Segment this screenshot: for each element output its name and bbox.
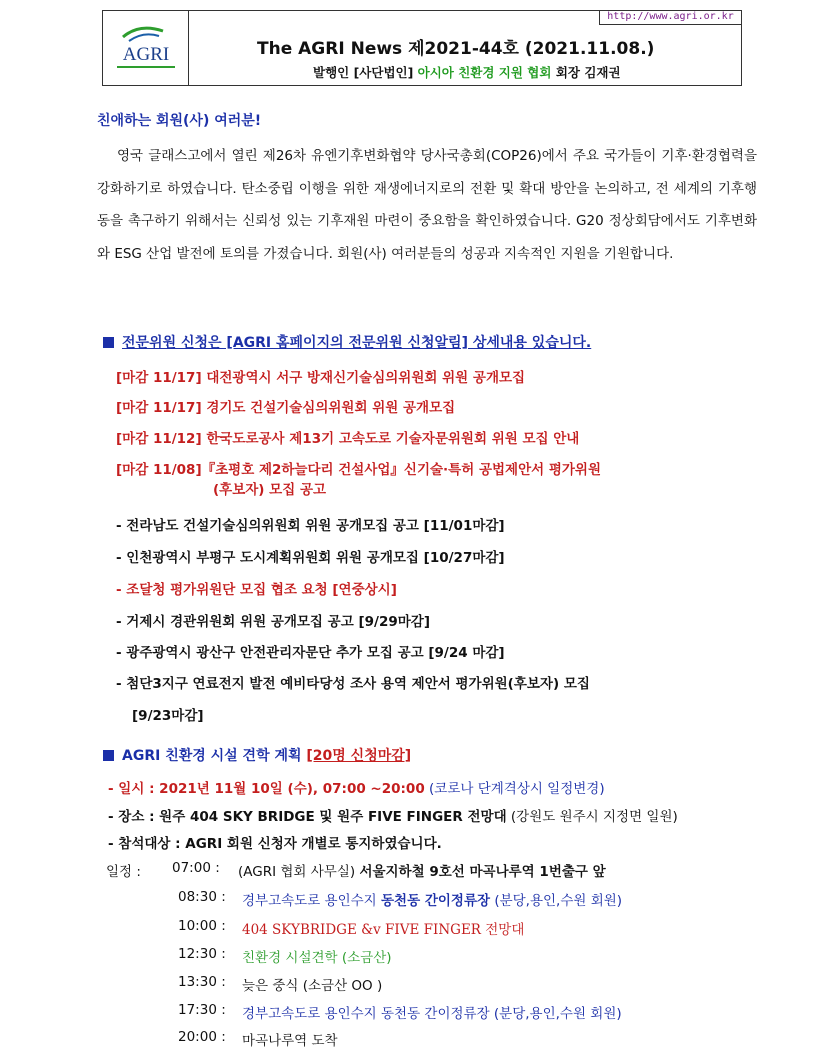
publisher-org: 아시아 친환경 지원 협회: [417, 65, 552, 80]
section1-title-text: 전문위원 신청은 [AGRI 홈페이지의 전문위원 신청알림] 상세내용 있습니다.: [122, 335, 592, 351]
intro-paragraph: [97, 140, 757, 270]
event-date-note: (코로나 단계격상시 일정변경): [424, 781, 605, 797]
agri-logo: [103, 11, 189, 85]
event-date: [108, 777, 605, 797]
greeting: 친애하는 회원(사) 여러분!: [97, 113, 262, 129]
list-item[interactable]: - 인천광역시 부평구 도시계획위원회 위원 공개모집 [10/27마감]: [116, 550, 505, 566]
deadline-notice[interactable]: [마감 11/17] 경기도 건설기술심의위원회 위원 공개모집: [116, 400, 456, 416]
deadline-notice[interactable]: [마감 11/17] 대전광역시 서구 방재신기술심의위원회 위원 공개모집: [116, 370, 526, 386]
square-bullet-icon: [103, 750, 114, 761]
event-attendee: - 참석대상 : AGRI 회원 신청자 개별로 통지하였습니다.: [108, 836, 442, 852]
schedule-item: 404 SKYBRIDGE &v FIVE FINGER 전망대: [242, 922, 525, 938]
schedule-time: 17:30 :: [178, 1002, 226, 1018]
schedule-text-bold: 동천동 간이정류장: [381, 893, 491, 909]
list-item[interactable]: - 거제시 경관위원회 위원 공개모집 공고 [9/29마감]: [116, 614, 430, 630]
schedule-time: 20:00 :: [178, 1029, 226, 1045]
list-item[interactable]: - 조달청 평가위원단 모집 협조 요청 [연중상시]: [116, 582, 397, 598]
schedule-item: 경부고속도로 용인수지 동천동 간이정류장 (분당,용인,수원 회원): [242, 1006, 622, 1022]
section2-title: [103, 745, 411, 765]
newsletter-header: [102, 10, 742, 86]
section2-deadline: [20명 신청마감]: [306, 748, 412, 764]
publisher-prefix: 발행인 [사단법인]: [313, 65, 418, 80]
schedule-time: 08:30 :: [178, 889, 226, 905]
schedule-time: 13:30 :: [178, 974, 226, 990]
deadline-notice[interactable]: [마감 11/08]『초평호 제2하늘다리 건설사업』신기술·특허 공법제안서 평가위원: [116, 462, 602, 478]
website-url[interactable]: http://www.agri.or.kr: [599, 10, 742, 25]
schedule-label: 일정 :: [106, 864, 141, 880]
event-place: [108, 805, 678, 825]
schedule-time: 07:00 :: [172, 860, 220, 876]
square-bullet-icon: [103, 337, 114, 348]
schedule-text-bold: 서울지하철 9호선 마곡나루역 1번출구 앞: [359, 864, 606, 880]
schedule-item: 마곡나루역 도착: [242, 1033, 338, 1049]
list-item[interactable]: - 전라남도 건설기술심의위원회 위원 공개모집 공고 [11/01마감]: [116, 518, 505, 534]
deadline-notice-continued: (후보자) 모집 공고: [213, 482, 327, 498]
event-date-label: - 일시 : 2021년 11월 10일 (수), 07:00 ~20:00: [108, 781, 425, 797]
publisher-suffix: 회장 김재권: [551, 65, 621, 80]
schedule-text: (분당,용인,수원 회원): [490, 893, 623, 909]
schedule-item: [242, 889, 622, 909]
agri-logo-icon: [103, 11, 189, 85]
schedule-time: 10:00 :: [178, 918, 226, 934]
schedule-item: [238, 860, 606, 880]
section1-title: [103, 332, 591, 352]
newsletter-title: The AGRI News 제2021-44호 (2021.11.08.): [257, 39, 655, 59]
schedule-time: 12:30 :: [178, 946, 226, 962]
section2-title-text: AGRI 친환경 시설 견학 계획: [122, 748, 307, 764]
schedule-item: 늦은 중식 (소금산 OO ): [242, 978, 383, 994]
list-item-continued: [9/23마감]: [132, 708, 204, 724]
publisher-line: [313, 63, 621, 81]
event-place-label: - 장소 : 원주 404 SKY BRIDGE 및 원주 FIVE FINGER 전망대: [108, 809, 507, 825]
list-item[interactable]: - 광주광역시 광산구 안전관리자문단 추가 모집 공고 [9/24 마감]: [116, 645, 505, 661]
schedule-item: 친환경 시설견학 (소금산): [242, 950, 392, 966]
schedule-text: (AGRI 협회 사무실): [238, 864, 360, 880]
list-item[interactable]: - 첨단3지구 연료전지 발전 예비타당성 조사 용역 제안서 평가위원(후보자) 모집: [116, 676, 590, 692]
logo-text: AGRI: [122, 44, 170, 65]
event-place-note: (강원도 원주시 지정면 일원): [506, 809, 678, 825]
schedule-text: 경부고속도로 용인수지: [242, 893, 381, 909]
intro-text: 영국 글래스고에서 열린 제26차 유엔기후변화협약 당사국총회(COP26)에서 주요 국가들이 기후·환경협력을 강화하기로 하였습니다. 탄소중립 이행을 위한 재생에너지로의 전환 및 확대 방안을 논의하고, 전 세계의 기후행동을 촉구하기 위해서는 신뢰성 있는 기후재원 마련이 중요함을 확인하였습니다. G20 정상회담에서도 기후변화와 ESG 산업 발전에 토의를 가졌습니다. 회원(사) 여러분들의 성공과 지속적인 지원을 기원합니다.: [97, 148, 757, 262]
deadline-notice[interactable]: [마감 11/12] 한국도로공사 제13기 고속도로 기술자문위원회 위원 모집 안내: [116, 431, 580, 447]
